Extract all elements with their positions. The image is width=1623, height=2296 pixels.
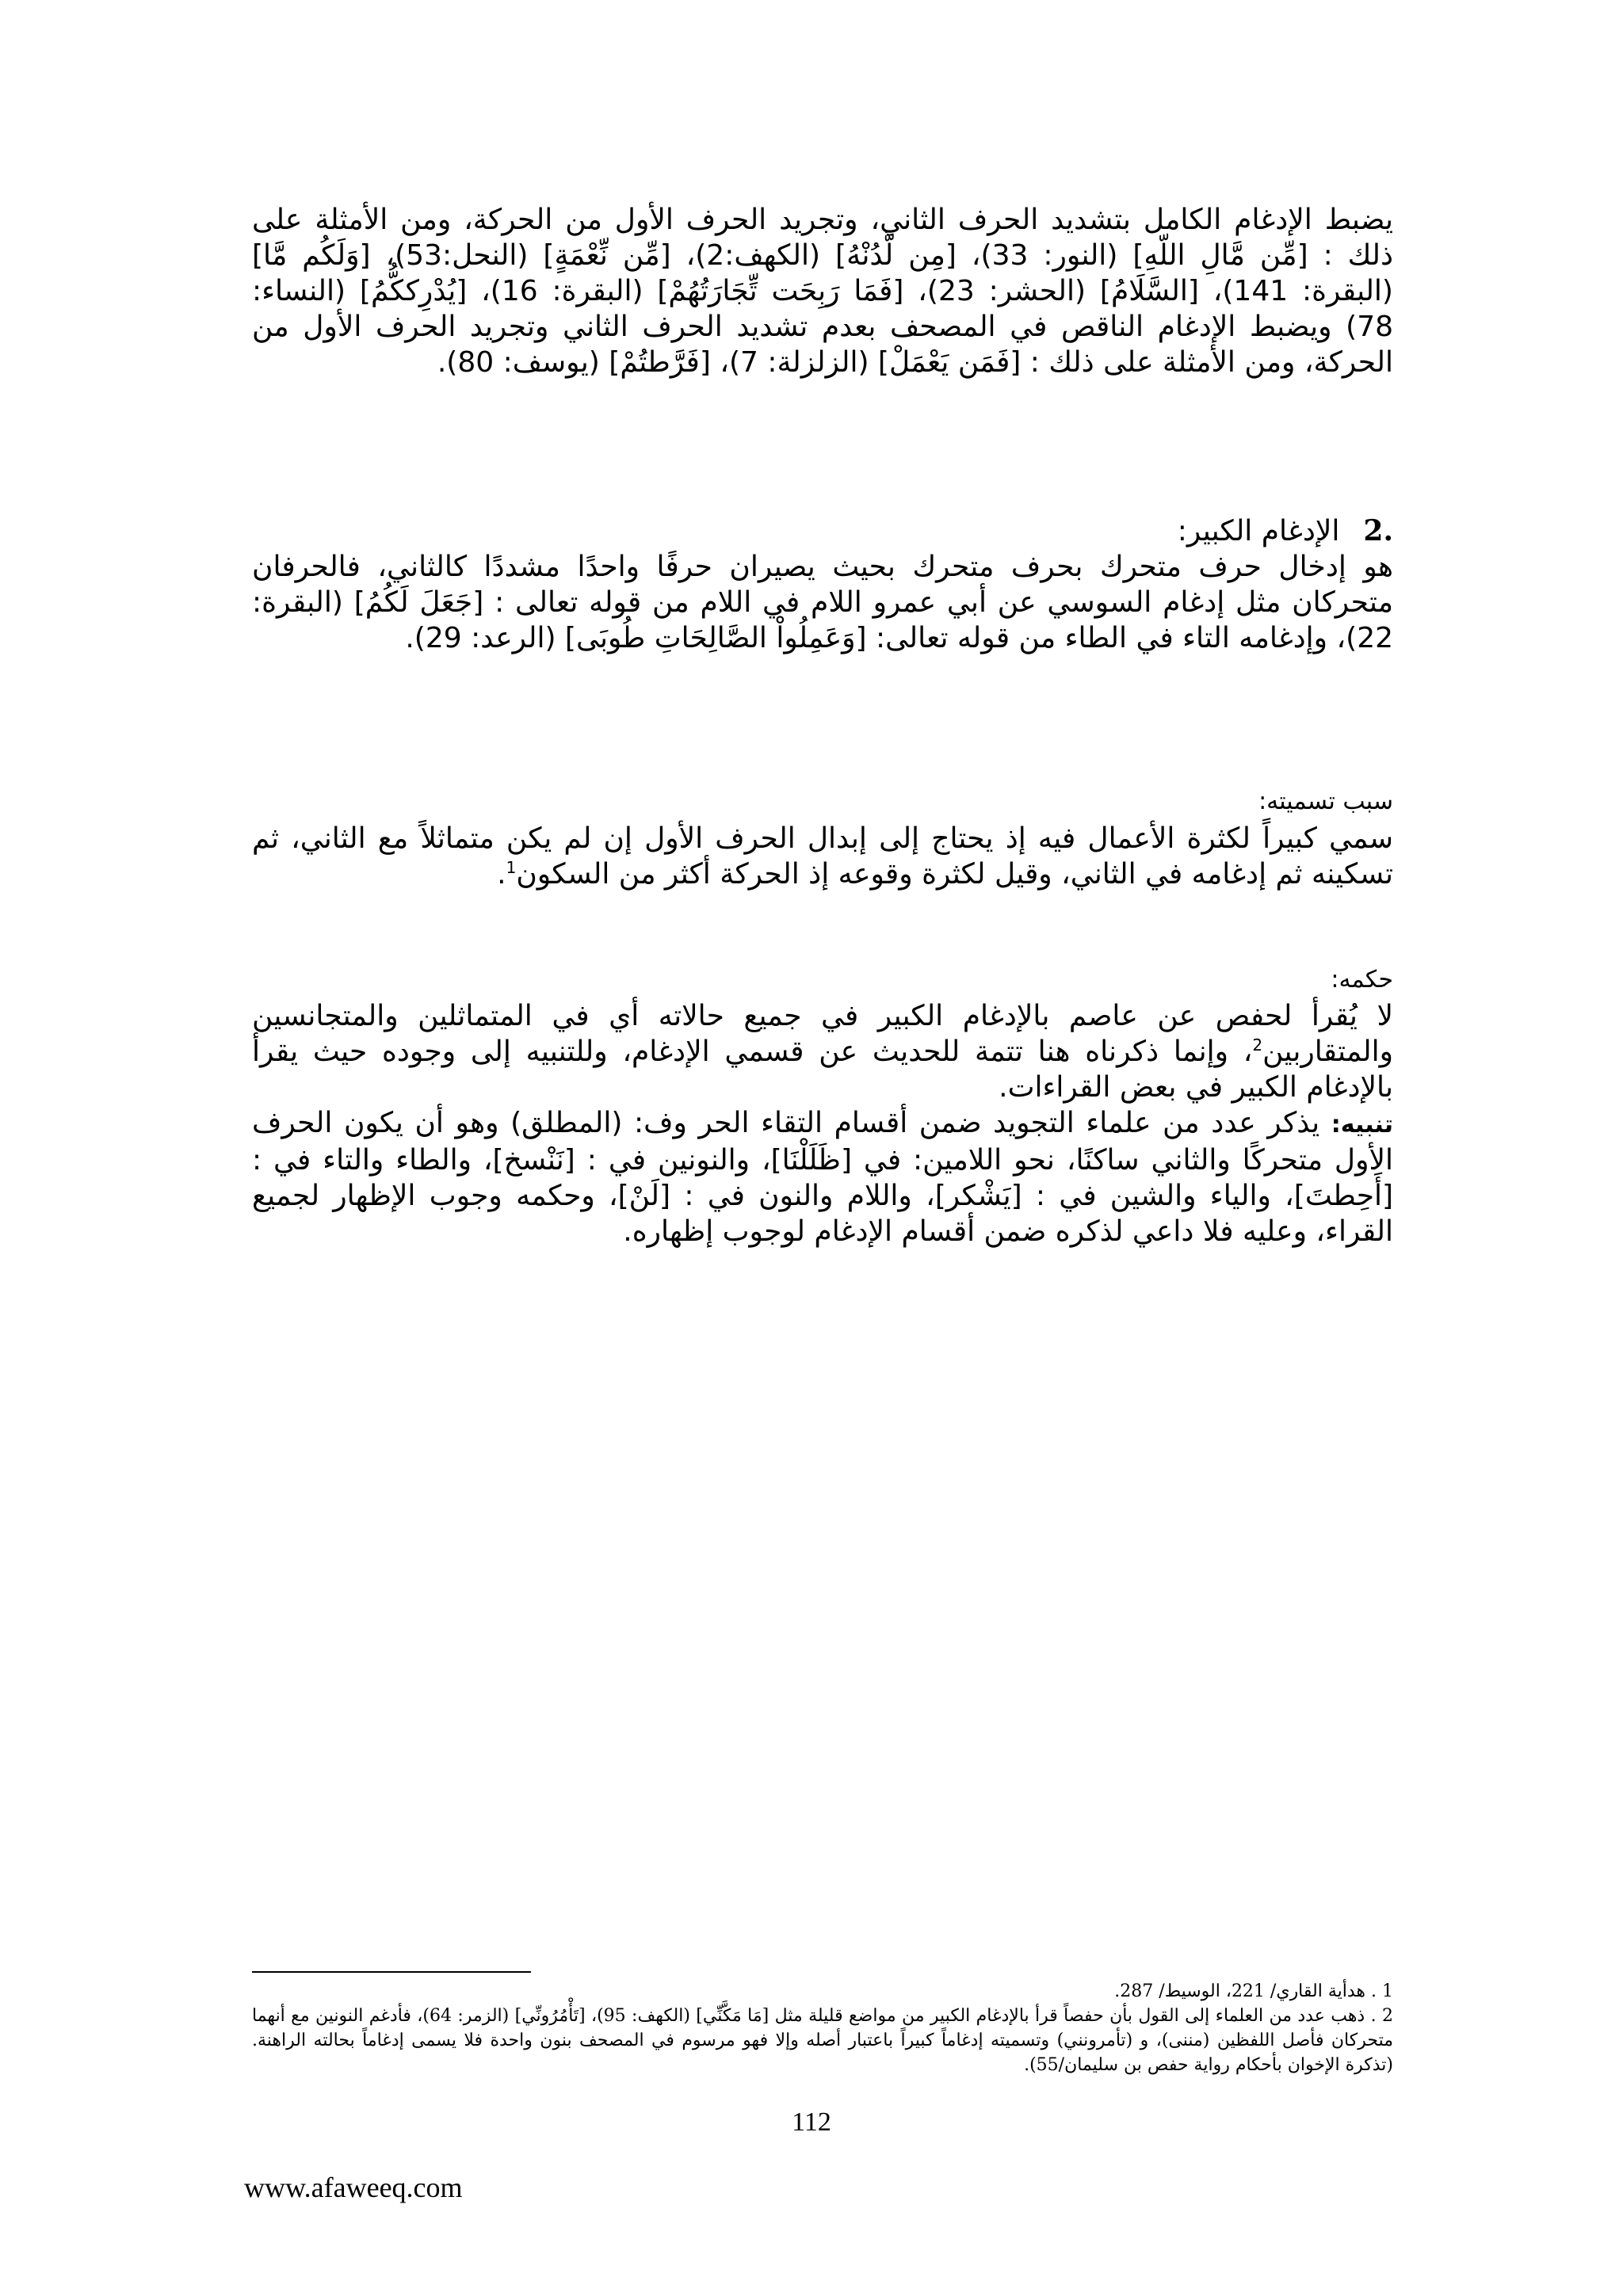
- footnote-2: 2 . ذهب عدد من العلماء إلى القول بأن حفصاً قرأ بالإدغام الكبير من مواضع قليلة مثل [مَا مَكَّنِّي] (الكهف: 95)، [تَأْمُرُونِّي] (الزمر: 64)، فأدغم النونين مع أنهما متحركان فأصل اللفظين (مننى)، و (تأمرونني) وتسميته إدغاماً كبيراً باعتبار أصله وإلا فهو مرسوم في المصحف بنون واحدة فلا يسمى إدغاماً بحالته الراهنة. (تذكرة الإخوان بأحكام رواية حفص بن سليمان/55).: [252, 2006, 1393, 2075]
- website-link[interactable]: www.afaweeq.com: [244, 2172, 463, 2203]
- naming-text: سمي كبيراً لكثرة الأعمال فيه إذ يحتاج إلى إبدال الحرف الأول إن لم يكن متماثلاً مع الثاني، ثم تسكينه ثم إدغامه في الثاني، وقيل لكثرة وقوعه إذ الحركة أكثر من السكون: [252, 822, 1393, 891]
- footnotes: [252, 1979, 1393, 2077]
- note-paragraph: [252, 1105, 1393, 1249]
- section-2-heading: [252, 513, 1393, 549]
- naming-body: [252, 821, 1393, 892]
- ruling-paragraph: [252, 998, 1393, 1105]
- ruling-text-end: ، وإنما ذكرناه هنا تتمة للحديث عن قسمي الإدغام، وللتنبيه إلى وجوده حيث يقرأ بالإدغام الكبير في بعض القراءات.: [252, 1035, 1393, 1104]
- note-text: يذكر عدد من علماء التجويد ضمن أقسام التقاء الحر وف: (المطلق) وهو أن يكون الحرف الأول متحركًا والثاني ساكنًا، نحو اللامين: في [ظَلَلْنَا]، والنونين في : [نَنْسخ]، والطاء والتاء في : [أَحِطتَ]، والياء والشين في : [يَشْكر]، واللام والنون في : [لَنْ]، وحكمه وجوب الإظهار لجميع القراء، وعليه فلا داعي لذكره ضمن أقسام الإدغام لوجوب إظهاره.: [252, 1107, 1393, 1248]
- ruling-body: [252, 998, 1393, 1249]
- footnote-1: 1 . هدأية القاري/ 221، الوسيط/ 287.: [1114, 1981, 1393, 2001]
- section-2-paragraph: هو إدخال حرف متحرك بحرف متحرك بحيث يصيران حرفًا واحدًا مشددًا كالثاني، فالحرفان متحركان مثل إدغام السوسي عن أبي عمرو اللام في اللام من قوله تعالى : [جَعَلَ لَكُمُ] (البقرة: 22)، وإدغامه التاء في الطاء من قوله تعالى: [وَعَمِلُواْ الصَّالِحَاتِ طُوبَى] (الرعد: 29).: [252, 551, 1393, 654]
- footnote-ref-2: 2: [1252, 1035, 1263, 1055]
- section-number: .2: [1363, 514, 1393, 547]
- page-number: 112: [792, 2107, 831, 2137]
- ruling-heading: حكمه:: [1331, 966, 1393, 994]
- naming-text-end: .: [497, 858, 506, 891]
- footnote-ref-1: 1: [506, 858, 517, 877]
- ruling-text: لا يُقرأ لحفص عن عاصم بالإدغام الكبير في جميع حالاته أي في المتماثلين والمتجانسين والمتقاربين: [252, 1000, 1393, 1068]
- naming-paragraph: [252, 821, 1393, 892]
- intro-paragraph: يضبط الإدغام الكامل بتشديد الحرف الثاني، وتجريد الحرف الأول من الحركة، ومن الأمثلة على ذلك : [مِّن مَّالِ اللّهِ] (النور: 33)، [مِن لَّدُنْهُ] (الكهف:2)، [مِّن نِّعْمَةٍ] (النحل:53)، [وَلَكُم مَّا] (البقرة: 141)، [السَّلَامُ] (الحشر: 23)، [فَمَا رَبِحَت تِّجَارَتُهُمْ] (البقرة: 16)، [يُدْرِككُّمُ] (النساء: 78) ويضبط الإدغام الناقص في المصحف بعدم تشديد الحرف الثاني وتجريد الحرف الأول من الحركة، ومن الأمثلة على ذلك : [فَمَن يَعْمَلْ] (الزلزلة: 7)، [فَرَّطتُمْ] (يوسف: 80).: [252, 204, 1394, 379]
- footnote-separator: [252, 1971, 531, 1973]
- note-label: تنبيه:: [1331, 1111, 1393, 1138]
- naming-heading: سبب تسميته:: [1258, 788, 1393, 815]
- section-2-body: [252, 549, 1393, 656]
- section-title: الإدغام الكبير:: [1177, 515, 1340, 547]
- intro-section: [252, 202, 1393, 380]
